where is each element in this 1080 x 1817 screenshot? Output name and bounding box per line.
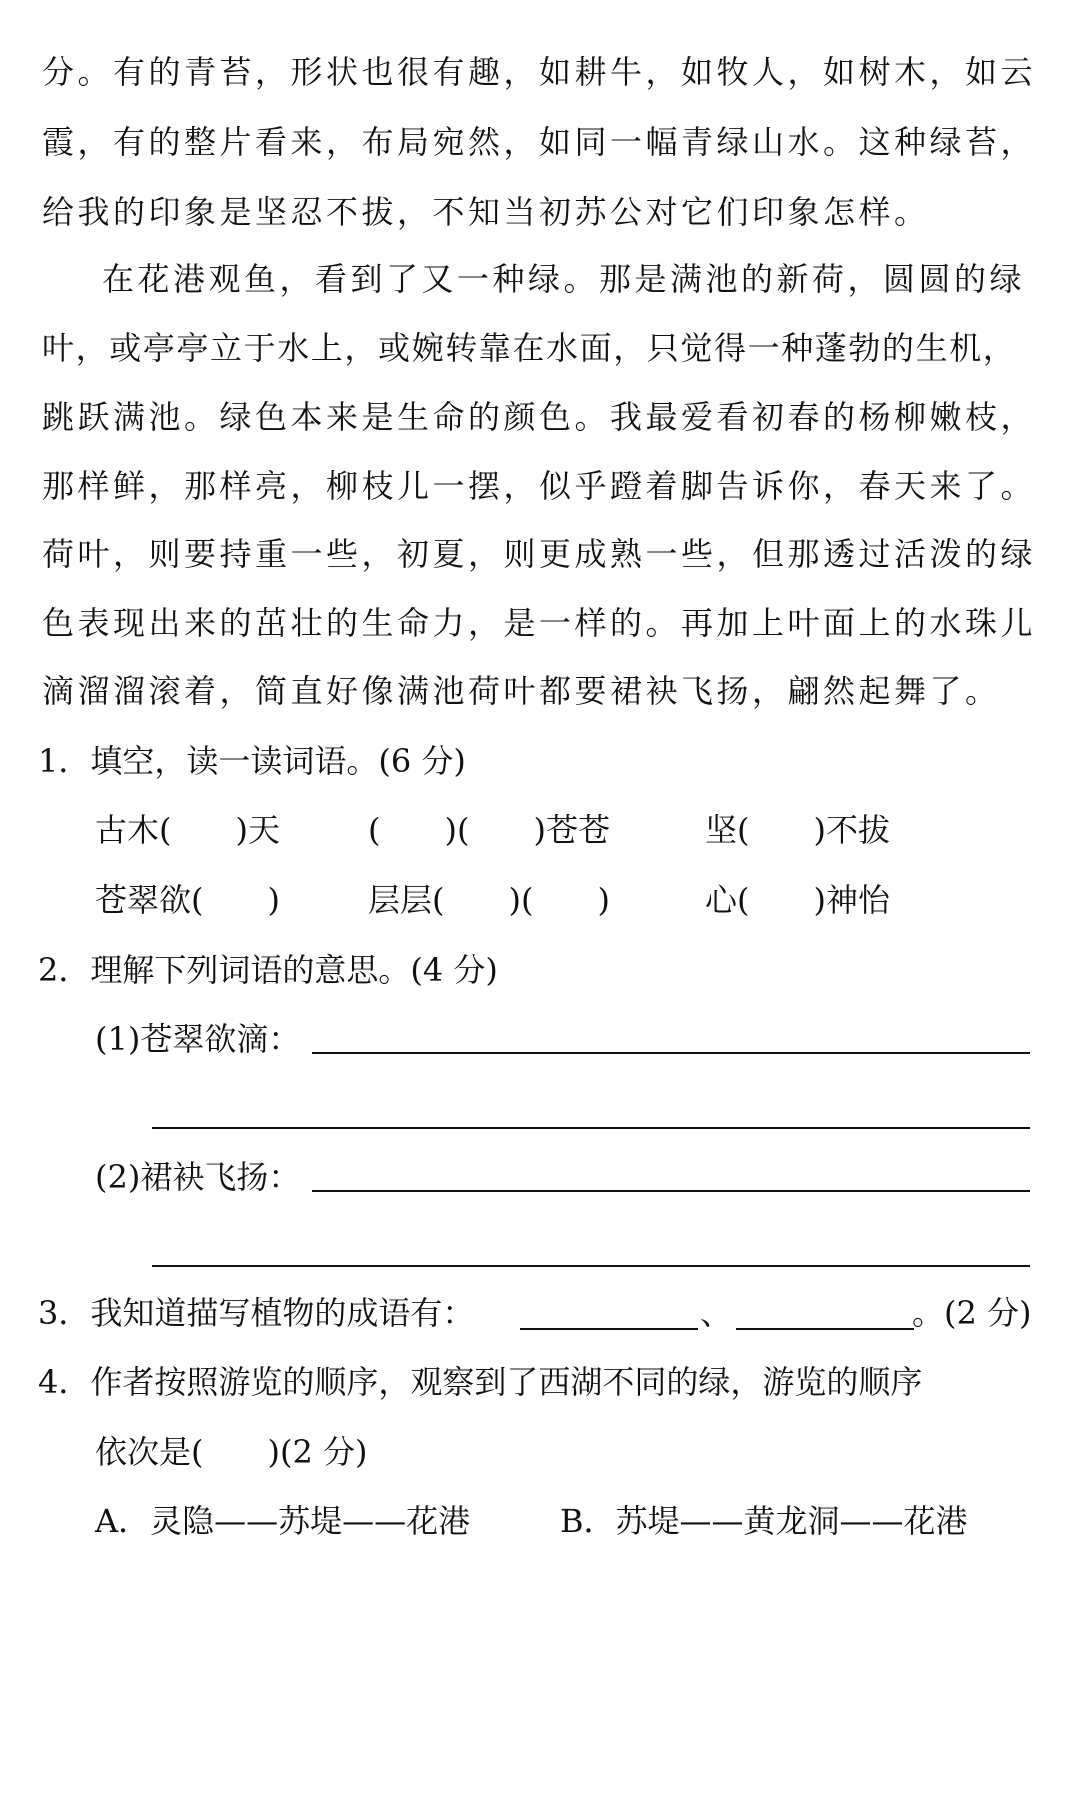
passage-line: 滴溜溜滚着，简直好像满池荷叶都要裙袂飞扬，翩然起舞了。 xyxy=(42,672,1001,710)
question-3-separator: 、 xyxy=(700,1294,733,1332)
question-4-text: 4．作者按照游览的顺序，观察到了西湖不同的绿，游览的顺序 xyxy=(38,1363,923,1401)
answer-blank[interactable] xyxy=(312,1190,1030,1192)
question-4-text: 依次是( )(2 分) xyxy=(95,1433,368,1471)
question-2-title: 2．理解下列词语的意思。(4 分) xyxy=(38,951,498,989)
fill-in-word: 坚( )不拔 xyxy=(705,811,890,849)
passage-line: 分。有的青苔，形状也很有趣，如耕牛，如牧人，如树木，如云 xyxy=(42,53,1037,91)
passage-line: 荷叶，则要持重一些，初夏，则更成熟一些，但那透过活泼的绿 xyxy=(42,535,1037,573)
fill-in-word: 苍翠欲( ) xyxy=(95,881,280,919)
option-b[interactable]: B．苏堤——黄龙洞——花港 xyxy=(560,1502,968,1540)
word-meaning-label-2: (2)裙袂飞扬： xyxy=(95,1158,301,1196)
answer-blank[interactable] xyxy=(152,1265,1030,1267)
passage-line: 霞，有的整片看来，布局宛然，如同一幅青绿山水。这种绿苔， xyxy=(42,123,1037,161)
answer-blank[interactable] xyxy=(312,1052,1030,1054)
fill-in-word: ( )( )苍苍 xyxy=(368,811,610,849)
word-meaning-label-1: (1)苍翠欲滴： xyxy=(95,1020,301,1058)
answer-blank[interactable] xyxy=(520,1328,698,1330)
passage-line: 那样鲜，那样亮，柳枝儿一摆，似乎蹬着脚告诉你，春天来了。 xyxy=(42,467,1037,505)
option-a[interactable]: A．灵隐——苏堤——花港 xyxy=(95,1502,471,1540)
passage-line: 跳跃满池。绿色本来是生命的颜色。我最爱看初春的杨柳嫩枝， xyxy=(42,398,1037,436)
fill-in-word: 心( )神怡 xyxy=(705,881,890,919)
answer-blank[interactable] xyxy=(152,1127,1030,1129)
passage-line: 叶，或亭亭立于水上，或婉转靠在水面，只觉得一种蓬勃的生机， xyxy=(42,329,1017,367)
passage-line: 在花港观鱼，看到了又一种绿。那是满池的新荷，圆圆的绿 xyxy=(102,260,1026,298)
fill-in-word: 古木( )天 xyxy=(95,811,280,849)
question-3-prefix: 3．我知道描写植物的成语有： xyxy=(38,1294,475,1332)
passage-line: 给我的印象是坚忍不拔，不知当初苏公对它们印象怎样。 xyxy=(42,193,930,231)
fill-in-word: 层层( )( ) xyxy=(368,881,610,919)
passage-line: 色表现出来的茁壮的生命力，是一样的。再加上叶面上的水珠儿 xyxy=(42,604,1037,642)
answer-blank[interactable] xyxy=(736,1328,914,1330)
question-1-title: 1．填空，读一读词语。(6 分) xyxy=(38,742,466,780)
question-3-score: 。(2 分) xyxy=(912,1294,1032,1332)
